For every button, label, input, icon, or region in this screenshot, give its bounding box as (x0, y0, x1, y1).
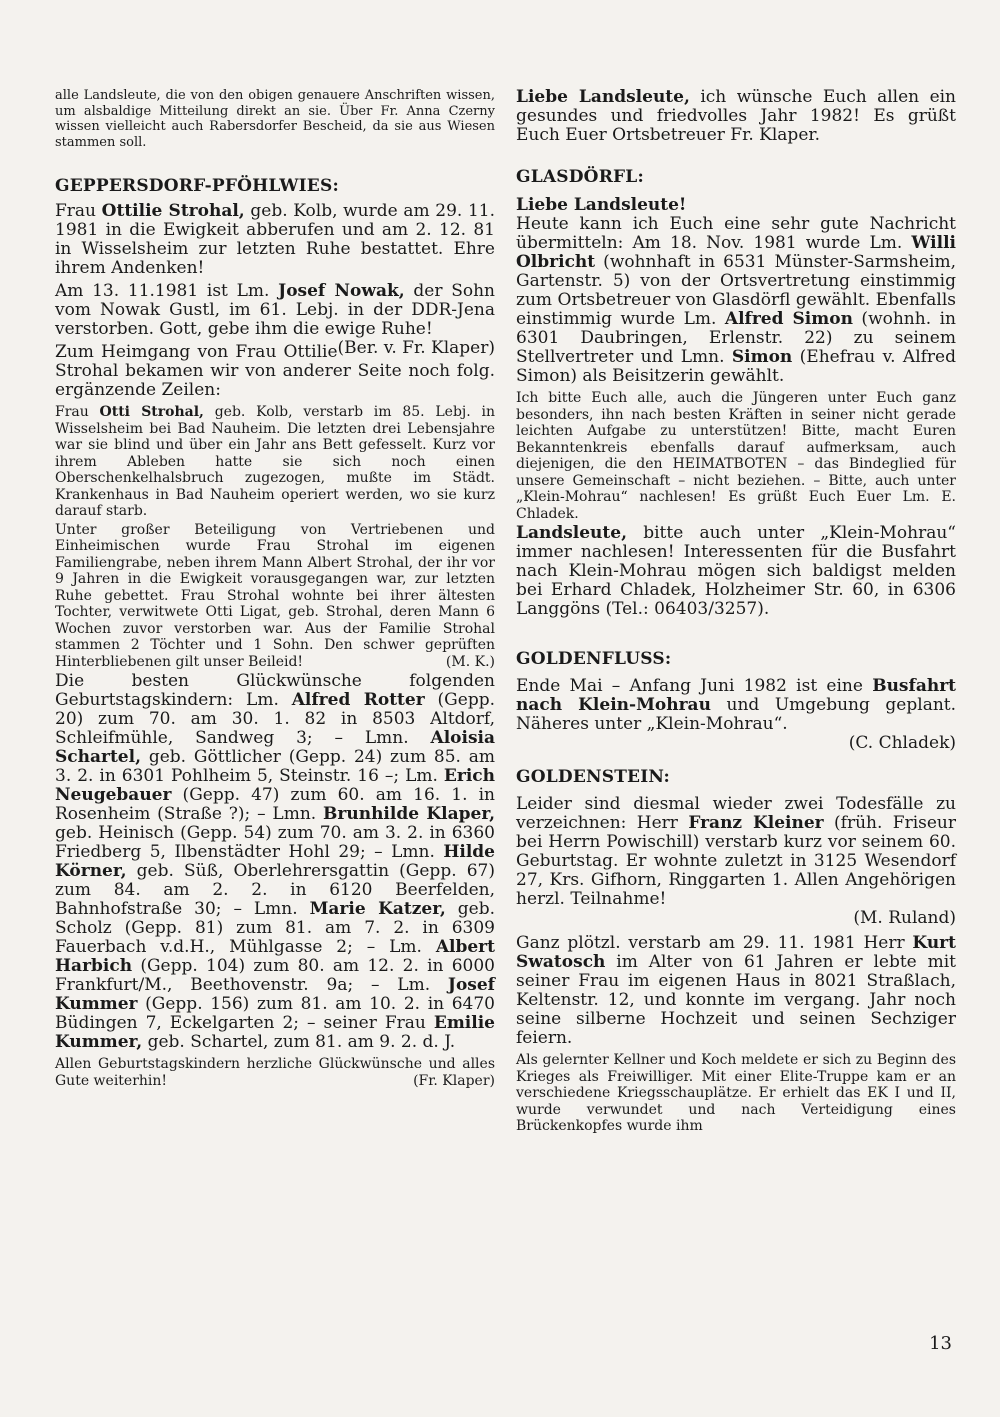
person-name: Josef Nowak, (278, 281, 405, 301)
signature: (Fr. Klaper) (413, 1072, 495, 1089)
obituary-franz-kleiner: Leider sind diesmal wieder zwei Todesfälle zu verzeichnen: Herr Franz Kleiner (früh. Friseur bei Herrn Powischill) verstarb kurz vor seinem 60. Geburtstag. Er wohnte zuletzt in 3125 Wesendorf 27, Krs. Gifhorn, Ringgarten 1. Allen Angehörigen herzl. Teilnahme! (516, 794, 956, 909)
appeal-paragraph: Ich bitte Euch alle, auch die Jüngeren unter Euch ganz besonders, ihn nach besten Kräften in seiner nicht gerade leichten Aufgabe zu unterstützen! Bitte, macht Euren Bekanntenkreis ebenfalls darauf aufmerksam, auch diejenigen, die den HEIMATBOTEN – das Bindeglied für unsere Gemeinschaft – nicht beziehen. – Bitte, auch unter „Klein-Mohrau“ nachlesen! Es grüßt Euch Euer Lm. E. Chladek. (516, 390, 956, 522)
intro-paragraph: alle Landsleute, die von den obigen genauere Anschriften wissen, um alsbaldige Mitteilung direkt an sie. Über Fr. Anna Czerny wissen vielleicht auch Rabersdorfer Bescheid, da sie aus Wiesen stammen soll. (55, 88, 495, 150)
signature: (M. Ruland) (853, 908, 956, 928)
bus-trip-notice: Landsleute, bitte auch unter „Klein-Mohrau“ immer nachlesen! Interessenten für die Busfahrt nach Klein-Mohrau mögen sich baldigst melden bei Erhard Chladek, Holzheimer Str. 60, in 6306 Langgöns (Tel.: 06403/3257). (516, 523, 956, 619)
section-heading-geppersdorf: GEPPERSDORF-PFÖHLWIES: (55, 176, 339, 196)
page-number: 13 (929, 1333, 952, 1354)
funeral-report: Unter großer Beteiligung von Vertriebenen und Einheimischen wurde Frau Strohal im eigenen Familiengrabe, neben ihrem Mann Albert Strohal, der ihr vor 9 Jahren in die Ewigkeit vorausgegangen war, zur letzten Ruhe gebettet. Frau Strohal wohnte bei ihrer ältesten Tochter, verwitwete Otti Ligat, geb. Strohal, deren Mann 6 Wochen zuvor verstorben war. Aus der Familie Strohal stammen 2 Töchter und 1 Sohn. Den schwer geprüften Hinterbliebenen gilt unser Beileid! (M. K.) (55, 521, 495, 670)
left-column (55, 88, 495, 1091)
obituary-kurt-swatosch: Ganz plötzl. verstarb am 29. 11. 1981 Herr Kurt Swatosch im Alter von 61 Jahren er lebte mit seiner Frau im eigenen Haus in 8021 Straßlach, Keltenstr. 12, und konnte im vergang. Jahr noch seine silberne Hochzeit und seinen Sechziger feiern. (516, 933, 956, 1048)
signature: (Ber. v. Fr. Klaper) (337, 338, 495, 358)
right-column (516, 88, 956, 1137)
salutation: Liebe Landsleute! (516, 195, 687, 215)
person-name: Otti Strohal, (99, 404, 204, 420)
signature: (C. Chladek) (848, 733, 956, 753)
new-year-greeting: Liebe Landsleute, ich wünsche Euch allen ein gesundes und friedvolles Jahr 1982! Es grüßt Euch Euer Ortsbetreuer Fr. Klaper. (516, 87, 957, 145)
signature: (M. K.) (445, 653, 495, 670)
birthday-greetings: Die besten Glückwünsche folgenden Geburtstagskindern: Lm. Alfred Rotter (Gepp. 20) zum 70. am 30. 1. 82 in 8503 Altdorf, Schleifmühle, Sandweg 3; – Lmn. Aloisia Schartel, geb. Göttlicher (Gepp. 24) zum 85. am 3. 2. in 6301 Pohlheim 5, Steinstr. 16 –; Lm. Erich Neugebauer (Gepp. 47) zum 60. am 16. 1. in Rosenheim (Straße ?); – Lmn. Brunhilde Klaper, geb. Heinisch (Gepp. 54) zum 70. am 3. 2. in 6360 Friedberg 5, Ilbenstädter Hohl 29; – Lmn. Hilde Körner, geb. Süß, Oberlehrersgattin (Gepp. 67) zum 84. am 2. 2. in 6120 Beerfelden, Bahnhofstraße 30; – Lmn. Marie Katzer, geb. Scholz (Gepp. 81) zum 81. am 7. 2. in 6309 Fauerbach v.d.H., Mühlgasse 2; – Lm. Albert Harbich (Gepp. 104) zum 80. am 12. 2. in 6000 Frankfurt/M., Beethovenstr. 9a; – Lm. Josef Kummer (Gepp. 156) zum 81. am 10. 2. in 6470 Büdingen 7, Eckelgarten 2; – seiner Frau Emilie Kummer, geb. Schartel, zum 81. am 9. 2. d. J. (55, 671, 495, 1052)
person-name: Ottilie Strohal, (101, 201, 245, 221)
goldenfluss-bus-trip: Ende Mai – Anfang Juni 1982 ist eine Busfahrt nach Klein-Mohrau und Umgebung geplant. Näheres unter „Klein-Mohrau“. (516, 676, 957, 734)
section-heading-glasdoerfl: GLASDÖRFL: (516, 167, 644, 187)
section-heading-goldenstein: GOLDENSTEIN: (516, 767, 670, 787)
election-news: Heute kann ich Euch eine sehr gute Nachricht übermitteln: Am 18. Nov. 1981 wurde Lm. Willi Olbricht (wohnhaft in 6531 Münster-Sarmsheim, Gartenstr. 5) von der Ortsvertretung einstimmig zum Ortsbetreuer von Glasdörfl gewählt. Ebenfalls einstimmig wurde Lm. Alfred Simon (wohnh. in 6301 Daubringen, Erlenstr. 22) zu seinem Stellvertreter und Lmn. Simon (Ehefrau v. Alfred Simon) als Beisitzerin gewählt. (516, 214, 956, 386)
obituary-josef-nowak: Am 13. 11.1981 ist Lm. Josef Nowak, der Sohn vom Nowak Gustl, im 61. Lebj. in der DDR-Jena verstorben. Gott, gebe ihm die ewige Ruhe! (Ber. v. Fr. Klaper) (55, 281, 495, 358)
obituary-detail: Frau Otti Strohal, geb. Kolb, verstarb im 85. Lebj. in Wisselsheim bei Bad Nauheim. Die letzten drei Lebensjahre war sie blind und über ein Jahr ans Bett gefesselt. Kurz vor ihrem Ableben hatte sie sich noch einen Oberschenkelhalsbruch zugezogen, mußte im Städt. Krankenhaus in Bad Nauheim operiert werden, wo sie kurz darauf starb. (55, 404, 495, 519)
supplement-intro: Zum Heimgang von Frau Ottilie Strohal bekamen wir von anderer Seite noch folg. ergänzende Zeilen: (55, 342, 495, 400)
birthday-closing: Allen Geburtstagskindern herzliche Glückwünsche und alles Gute weiterhin! (Fr. Klaper) (55, 1056, 495, 1089)
obituary-ottilie-strohal: Frau Ottilie Strohal, geb. Kolb, wurde am 29. 11. 1981 in die Ewigkeit abberufen und am 2. 12. 81 in Wisselsheim zur letzten Ruhe bestattet. Ehre ihrem Andenken! (55, 201, 495, 278)
section-heading-goldenfluss: GOLDENFLUSS: (516, 649, 672, 669)
biography-paragraph: Als gelernter Kellner und Koch meldete er sich zu Beginn des Krieges als Freiwilliger. Mit einer Elite-Truppe kam er an verschiedene Kriegsschauplätze. Er erhielt das EK I und II, wurde verwundet und nach Verteidigung eines Brückenkopfes wurde ihm (516, 1052, 956, 1134)
